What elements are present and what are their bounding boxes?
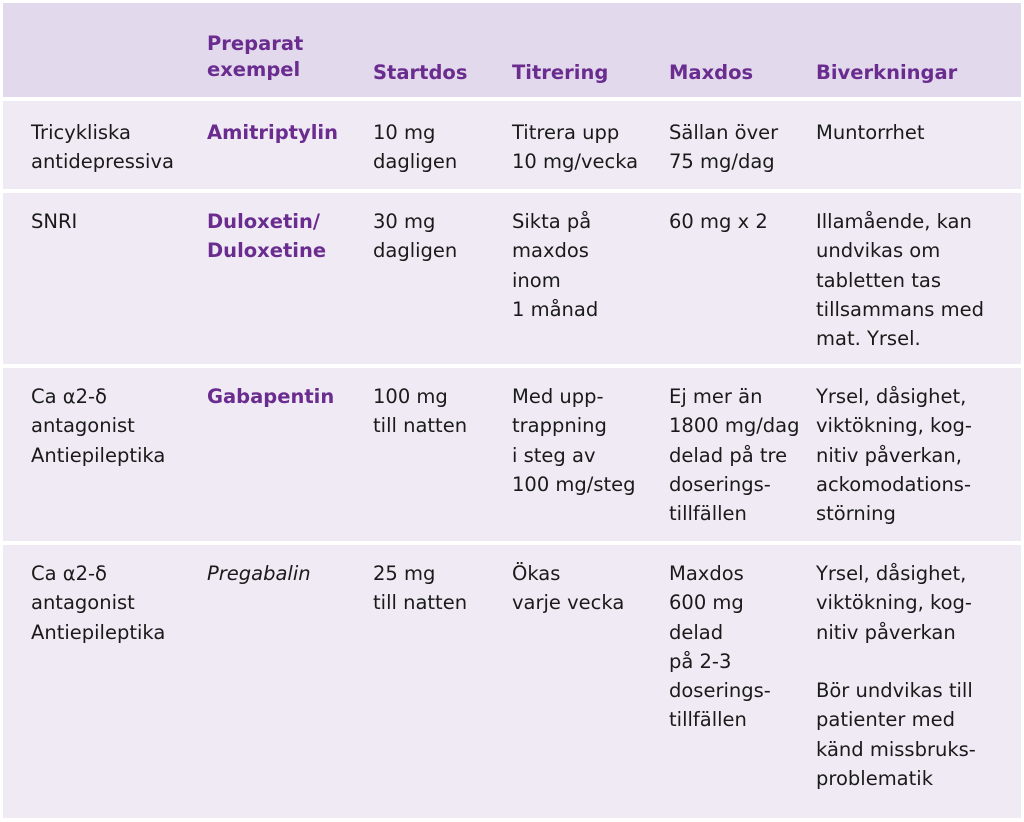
cell-start-dose: 100 mg till natten	[373, 385, 468, 438]
cell-max-dose: Ej mer än 1800 mg/dag delad på tre doserings- tillfällen	[669, 385, 800, 526]
cell-side-effects: Muntorrhet	[816, 121, 925, 144]
cell-drug-name: Amitriptylin	[207, 121, 338, 144]
cell-titration: Ökas varje vecka	[512, 562, 625, 615]
drug-table	[3, 3, 1021, 818]
header-col-maxdos: Maxdos	[669, 61, 754, 84]
cell-titration: Sikta på maxdos inom 1 månad	[512, 210, 599, 321]
header-col-startdos: Startdos	[373, 61, 468, 84]
cell-drug-class: Ca α2-δ antagonist Antiepileptika	[31, 385, 166, 467]
cell-drug-class: Tricykliska antidepressiva	[31, 121, 174, 174]
cell-drug-name: Duloxetin/ Duloxetine	[207, 210, 327, 263]
cell-start-dose: 30 mg dagligen	[373, 210, 458, 263]
cell-side-effects: Yrsel, dåsighet, viktökning, kog- nitiv påverkan Bör undvikas till patienter med känd missbruks- problematik	[816, 562, 976, 791]
table-row	[3, 101, 1021, 189]
cell-drug-class: SNRI	[31, 210, 78, 233]
cell-titration: Med upp- trappning i steg av 100 mg/steg	[512, 385, 636, 496]
cell-drug-name: Gabapentin	[207, 385, 335, 408]
header-col-biverkningar: Biverkningar	[816, 61, 958, 84]
table-row	[3, 545, 1021, 818]
cell-drug-class: Ca α2-δ antagonist Antiepileptika	[31, 562, 166, 644]
table-row	[3, 368, 1021, 541]
cell-side-effects: Illamående, kan undvikas om tabletten tas tillsammans med mat. Yrsel.	[816, 210, 985, 351]
cell-max-dose: Sällan över 75 mg/dag	[669, 121, 779, 174]
cell-titration: Titrera upp 10 mg/vecka	[512, 121, 639, 174]
cell-start-dose: 10 mg dagligen	[373, 121, 458, 174]
table-row	[3, 193, 1021, 364]
table-header-row	[3, 3, 1021, 97]
cell-side-effects: Yrsel, dåsighet, viktökning, kog- nitiv påverkan, ackomodations- störning	[816, 385, 972, 526]
cell-max-dose: 60 mg x 2	[669, 210, 768, 233]
cell-start-dose: 25 mg till natten	[373, 562, 468, 615]
header-col-drug: Preparat exempel	[207, 32, 304, 81]
cell-max-dose: Maxdos 600 mg delad på 2-3 doserings- tillfällen	[669, 562, 771, 732]
header-col-titrering: Titrering	[512, 61, 609, 84]
cell-drug-name: Pregabalin	[207, 562, 311, 585]
